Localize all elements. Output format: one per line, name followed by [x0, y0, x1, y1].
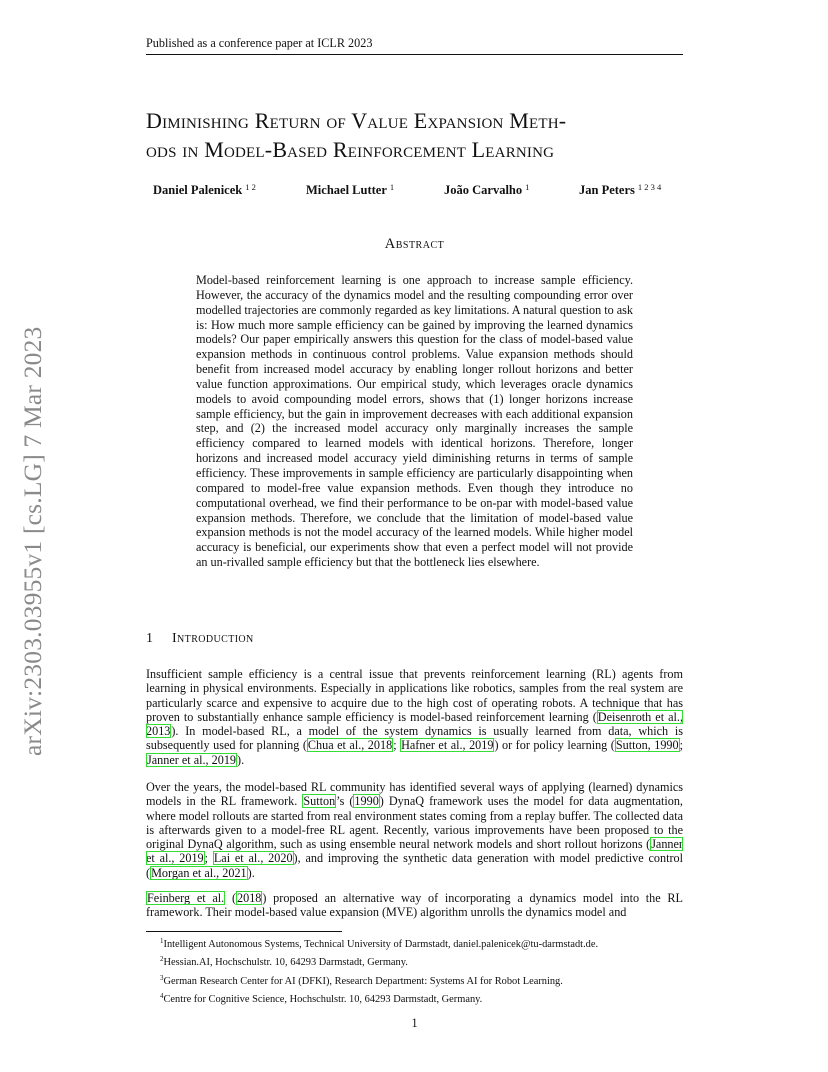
abstract-heading: Abstract [384, 236, 445, 252]
author-affiliation: 1 [525, 182, 530, 192]
footnote [160, 934, 683, 952]
header-rule [146, 54, 683, 55]
text-run: ; [393, 738, 401, 753]
author-4 [579, 182, 661, 198]
title-line-1: Diminishing Return of Value Expansion Meth- [146, 108, 567, 133]
citation-link[interactable]: Deisenroth et al., 2013 [146, 709, 683, 739]
citation-link[interactable]: Chua et al., 2018 [307, 738, 393, 753]
text-run: ; [204, 851, 213, 866]
text-run: ) proposed an alternative way of incorporating a dynamics model into the RL framework. Their model-based value expansion (MVE) algorithm unrolls the dynamics model and [146, 891, 683, 920]
section-heading [146, 631, 254, 647]
footnote [160, 952, 683, 970]
author-3 [444, 182, 529, 198]
footnote-text: German Research Center for AI (DFKI), Research Department: Systems AI for Robot Learning. [163, 975, 563, 987]
text-run: ) or for policy learning ( [494, 738, 615, 753]
citation-link[interactable]: 2018 [237, 891, 262, 905]
footnote-mark: 2 [160, 955, 164, 964]
intro-paragraph-1 [146, 667, 683, 767]
author-name: Jan Peters [579, 183, 635, 197]
citation-link[interactable]: Feinberg et al. [147, 891, 225, 905]
author-2 [306, 182, 394, 198]
section-title: Introduction [172, 631, 254, 646]
footnote-mark: 4 [160, 992, 164, 1001]
intro-paragraph-3 [146, 891, 683, 920]
citation-link[interactable]: 1990 [354, 794, 379, 809]
arxiv-identifier-stamp[interactable]: arXiv:2303.03955v1 [cs.LG] 7 Mar 2023 [18, 326, 47, 756]
paper-title [146, 106, 683, 164]
citation-link[interactable]: Morgan et al., 2021 [151, 865, 247, 880]
text-run: ). In model-based RL, a model of the system dynamics is usually learned from data, which is subsequently used for planning ( [146, 724, 683, 753]
author-affiliation: 1 [389, 182, 395, 192]
footnote-mark: 1 [160, 937, 164, 945]
text-run: Insufficient sample efficiency is a central issue that prevents reinforcement learning (RL) agents from learning in physical environments. Especially in applications like robotics, samples from the real system are particularly scarce and expensive to acquire due to the high cost of operating robots. A technique that has proven to substantially enhance sample efficiency is model-based reinforcement learning ( [146, 667, 683, 724]
text-run: ), and improving the synthetic data generation with model predictive control ( [146, 851, 683, 880]
author-affiliation: 1 2 [245, 182, 256, 192]
footnote [160, 989, 683, 1007]
section-number: 1 [146, 631, 153, 646]
author-name: Daniel Palenicek [153, 183, 243, 197]
footnote-text: Hessian.AI, Hochschulstr. 10, 64293 Darmstadt, Germany. [163, 957, 408, 969]
text-run: ; [679, 738, 683, 753]
abstract-text: Model-based reinforcement learning is one approach to increase sample efficiency. However, the accuracy of the dynamics model and the resulting compounding error over modelled trajectories are commonly regarded as key limitations. A natural question to ask is: How much more sample efficiency can be gained by improving the learned dynamics models? Our paper empirically answers this question for the class of model-based value expansion methods in continuous control problems. Value expansion methods should benefit from increased model accuracy by enabling longer rollout horizons and better value function approximations. Our empirical study, which leverages oracle dynamics models to avoid compounding model errors, shows that (1) longer horizons increase sample efficiency, but the gain in improvement decreases with each additional expansion step, and (2) the increased model accuracy only marginally increases the sample efficiency compared to learned models with identical horizons. Therefore, longer horizons and increased model accuracy yield diminishing returns in terms of sample efficiency. These improvements in sample efficiency are particularly disappointing when compared to model-free value expansion methods. Even though they introduce no computational overhead, we find their performance to be on-par with model-based value expansion methods. Therefore, we conclude that the limitation of model-based value expansion methods is not the model accuracy of the learned models. While higher model accuracy is beneficial, our experiments show that even a perfect model will not provide an un-rivalled sample efficiency but that the bottleneck lies elsewhere. [196, 273, 633, 570]
citation-link[interactable]: Lai et al., 2020 [213, 851, 293, 866]
text-run: ). [247, 865, 255, 880]
running-header: Published as a conference paper at ICLR 2023 [146, 36, 373, 50]
citation-link[interactable]: Janner et al., 2019 [147, 752, 237, 767]
footnote [160, 971, 683, 989]
footnote-text: Centre for Cognitive Science, Hochschulstr. 10, 64293 Darmstadt, Germany. [163, 994, 483, 1006]
citation-link[interactable]: Hafner et al., 2019 [401, 738, 494, 753]
author-name: João Carvalho [444, 183, 523, 197]
footnote-mark: 3 [160, 973, 164, 982]
footnote-text: Intelligent Autonomous Systems, Technical University of Darmstadt, daniel.palenicek@tu-darmstadt.de. [163, 939, 599, 950]
citation-link[interactable]: Janner et al., 2019 [146, 837, 683, 866]
text-run: Over the years, the model-based RL community has identified several ways of applying (learned) dynamics models in the RL framework. [146, 780, 683, 809]
text-run: ( [225, 891, 237, 905]
citation-link[interactable]: Sutton [303, 794, 336, 809]
footnotes [160, 934, 683, 1008]
text-run: ’s ( [336, 794, 354, 809]
author-affiliation: 1 2 3 4 [637, 182, 662, 192]
author-1 [153, 182, 256, 198]
intro-paragraph-2 [146, 780, 683, 880]
title-line-2: ods in Model-Based Reinforcement Learning [146, 137, 555, 162]
author-name: Michael Lutter [306, 183, 387, 197]
citation-link[interactable]: Sutton, 1990 [615, 738, 679, 753]
page-number: 1 [411, 1016, 418, 1030]
footnote-rule [146, 931, 342, 932]
text-run: ). [237, 752, 245, 767]
text-run: ) DynaQ framework uses the model for data augmentation, where model rollouts are started from real environment states coming from a replay buffer. The collected data is afterwards given to a model-free RL agent. Recently, various improvements have been proposed to the original DynaQ algorithm, such as using ensemble neural network models and short rollout horizons ( [146, 794, 683, 852]
